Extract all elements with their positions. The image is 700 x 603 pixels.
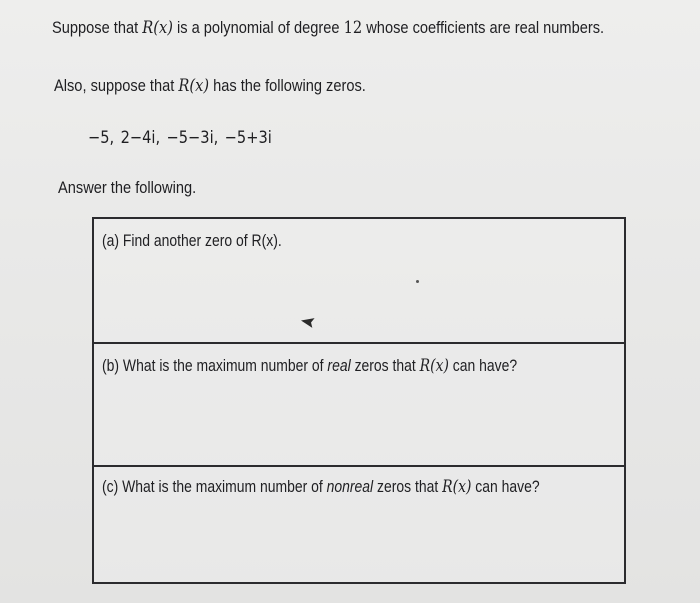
function-name: R	[442, 477, 453, 497]
degree-value: 12	[343, 18, 363, 38]
function-arg: (x)	[189, 76, 210, 96]
degree-text: is a polynomial of degree	[172, 18, 344, 37]
part-b-middle: zeros that	[350, 356, 420, 375]
part-b-text: (b) What is the maximum number of	[102, 356, 328, 375]
stray-dot	[416, 280, 419, 283]
coefficients-text: whose coefficients are real numbers.	[362, 18, 605, 37]
part-b-prompt	[102, 356, 517, 376]
answer-box-a[interactable]	[94, 219, 624, 344]
function-name: R	[419, 356, 431, 376]
function-arg: (x)	[430, 356, 449, 376]
problem-statement	[52, 18, 604, 38]
part-b-end: can have?	[448, 356, 518, 375]
function-arg: (x)	[153, 18, 173, 38]
zeros-intro-text: Also, suppose that	[54, 76, 179, 95]
part-c-emphasis: nonreal	[326, 477, 374, 496]
zeros-statement	[54, 76, 366, 96]
part-a-prompt: (a) Find another zero of R(x).	[102, 231, 282, 250]
zeros-list: −5, 2−4i, −5−3i, −5+3i	[88, 128, 272, 148]
answer-heading: Answer the following.	[58, 178, 197, 197]
part-c-prompt	[102, 477, 540, 497]
zeros-intro-end: has the following zeros.	[209, 76, 366, 95]
part-c-middle: zeros that	[373, 477, 443, 496]
mouse-cursor-icon	[301, 313, 319, 331]
intro-text: Suppose that	[52, 18, 143, 37]
function-arg: (x)	[452, 477, 472, 497]
part-b-emphasis: real	[327, 356, 351, 375]
function-name: R	[178, 76, 190, 96]
answer-table	[92, 217, 626, 584]
answer-box-b[interactable]	[94, 344, 624, 467]
part-c-text: (c) What is the maximum number of	[102, 477, 327, 496]
function-name: R	[142, 18, 154, 38]
part-c-end: can have?	[471, 477, 540, 496]
answer-box-c[interactable]	[94, 467, 624, 586]
